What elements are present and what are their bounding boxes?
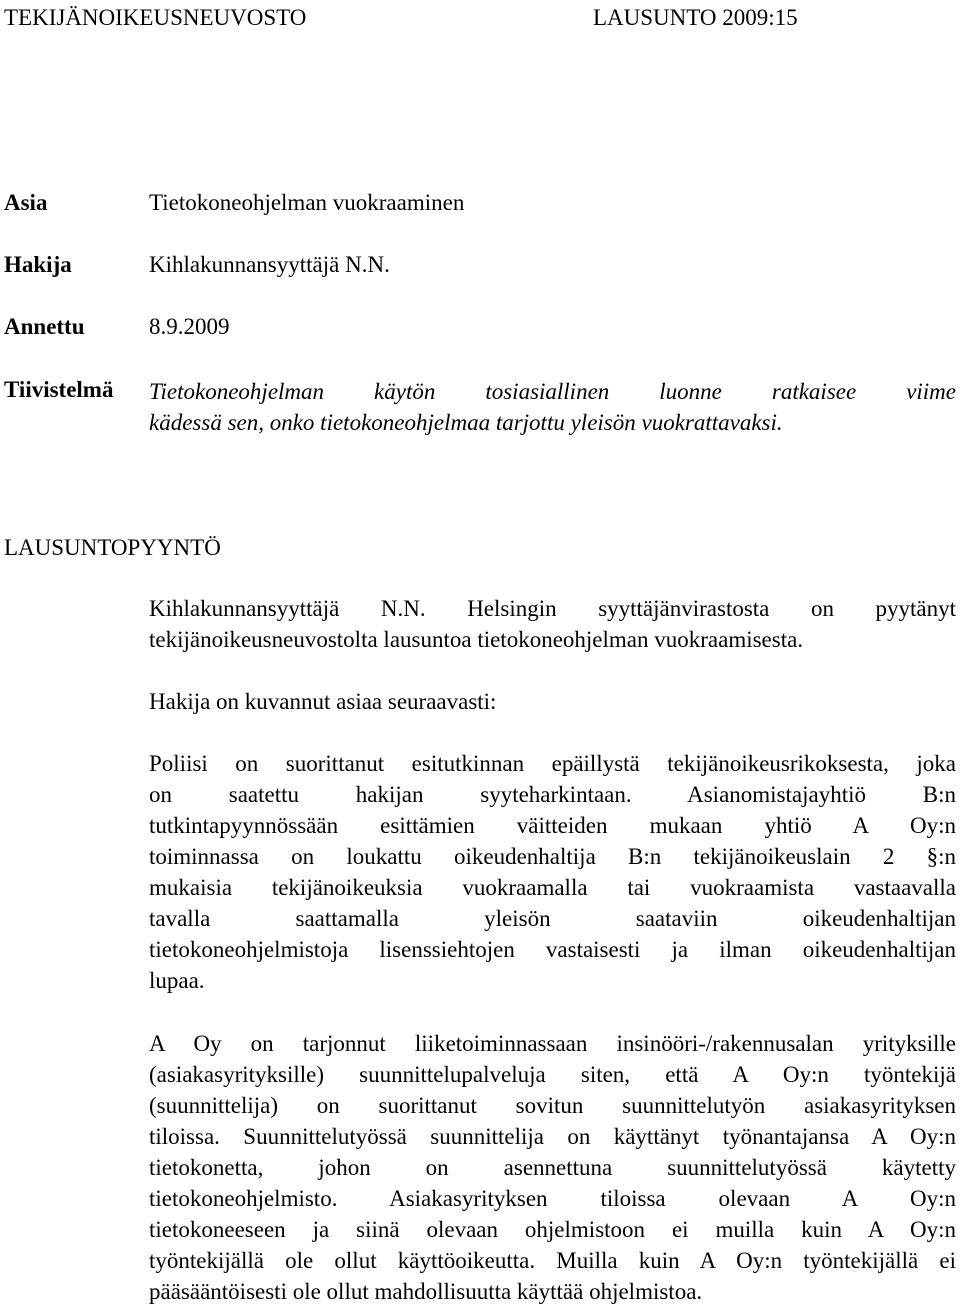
paragraph-line: tietokonetta, johon on asennettuna suunnittelutyössä käytetty [149, 1155, 956, 1180]
paragraph-line: työntekijällä ole ollut käyttöoikeutta. Muilla kuin A Oy:n työntekijällä ei [149, 1248, 956, 1273]
summary-text [149, 376, 956, 438]
paragraph-line: lupaa. [149, 968, 205, 993]
paragraph-investigation [149, 748, 956, 996]
paragraph-line: (asiakasyrityksille) suunnittelupalveluja siten, että A Oy:n työntekijä [149, 1062, 956, 1087]
paragraph-company [149, 1028, 956, 1307]
paragraph-intro [149, 686, 956, 717]
paragraph-line: tietokoneeseen ja siinä olevaan ohjelmistoon ei muilla kuin A Oy:n [149, 1217, 956, 1242]
subject-label: Asia [4, 190, 48, 215]
organization-name: TEKIJÄNOIKEUSNEUVOSTO [4, 5, 307, 30]
summary-line: kädessä sen, onko tietokoneohjelmaa tarjottu yleisön vuokrattavaksi. [149, 410, 783, 435]
summary-label: Tiivistelmä [4, 377, 114, 402]
paragraph-line: (suunnittelija) on suorittanut sovitun suunnittelutyön asiakasyrityksen [149, 1093, 956, 1118]
given-label: Annettu [4, 314, 85, 339]
paragraph-request [149, 593, 956, 655]
paragraph-line: Hakija on kuvannut asiaa seuraavasti: [149, 689, 497, 714]
statement-number: LAUSUNTO 2009:15 [593, 5, 798, 30]
section-title: LAUSUNTOPYYNTÖ [4, 535, 221, 560]
given-date: 8.9.2009 [149, 314, 230, 339]
paragraph-line: mukaisia tekijänoikeuksia vuokraamalla tai vuokraamista vastaavalla [149, 875, 956, 900]
paragraph-line: tietokoneohjelmisto. Asiakasyrityksen tiloissa olevaan A Oy:n [149, 1186, 956, 1211]
applicant-label: Hakija [4, 252, 72, 277]
paragraph-line: tietokoneohjelmistoja lisenssiehtojen vastaisesti ja ilman oikeudenhaltijan [149, 937, 956, 962]
paragraph-line: tiloissa. Suunnittelutyössä suunnittelija on käyttänyt työnantajansa A Oy:n [149, 1124, 956, 1149]
paragraph-line: on saatettu hakijan syyteharkintaan. Asianomistajayhtiö B:n [149, 782, 956, 807]
paragraph-line: Kihlakunnansyyttäjä N.N. Helsingin syyttäjänvirastosta on pyytänyt [149, 596, 956, 621]
paragraph-line: tutkintapyynnössään esittämien väitteiden mukaan yhtiö A Oy:n [149, 813, 956, 838]
paragraph-line: Poliisi on suorittanut esitutkinnan epäillystä tekijänoikeusrikoksesta, joka [149, 751, 956, 776]
subject-value: Tietokoneohjelman vuokraaminen [149, 190, 465, 215]
summary-line: Tietokoneohjelman käytön tosiasiallinen luonne ratkaisee viime [149, 379, 956, 404]
applicant-value: Kihlakunnansyyttäjä N.N. [149, 252, 390, 277]
paragraph-line: A Oy on tarjonnut liiketoiminnassaan insinööri-/rakennusalan yrityksille [149, 1031, 956, 1056]
paragraph-line: tavalla saattamalla yleisön saataviin oikeudenhaltijan [149, 906, 956, 931]
paragraph-line: pääsääntöisesti ole ollut mahdollisuutta käyttää ohjelmistoa. [149, 1279, 703, 1304]
paragraph-line: toiminnassa on loukattu oikeudenhaltija B:n tekijänoikeuslain 2 §:n [149, 844, 956, 869]
paragraph-line: tekijänoikeusneuvostolta lausuntoa tietokoneohjelman vuokraamisesta. [149, 627, 804, 652]
